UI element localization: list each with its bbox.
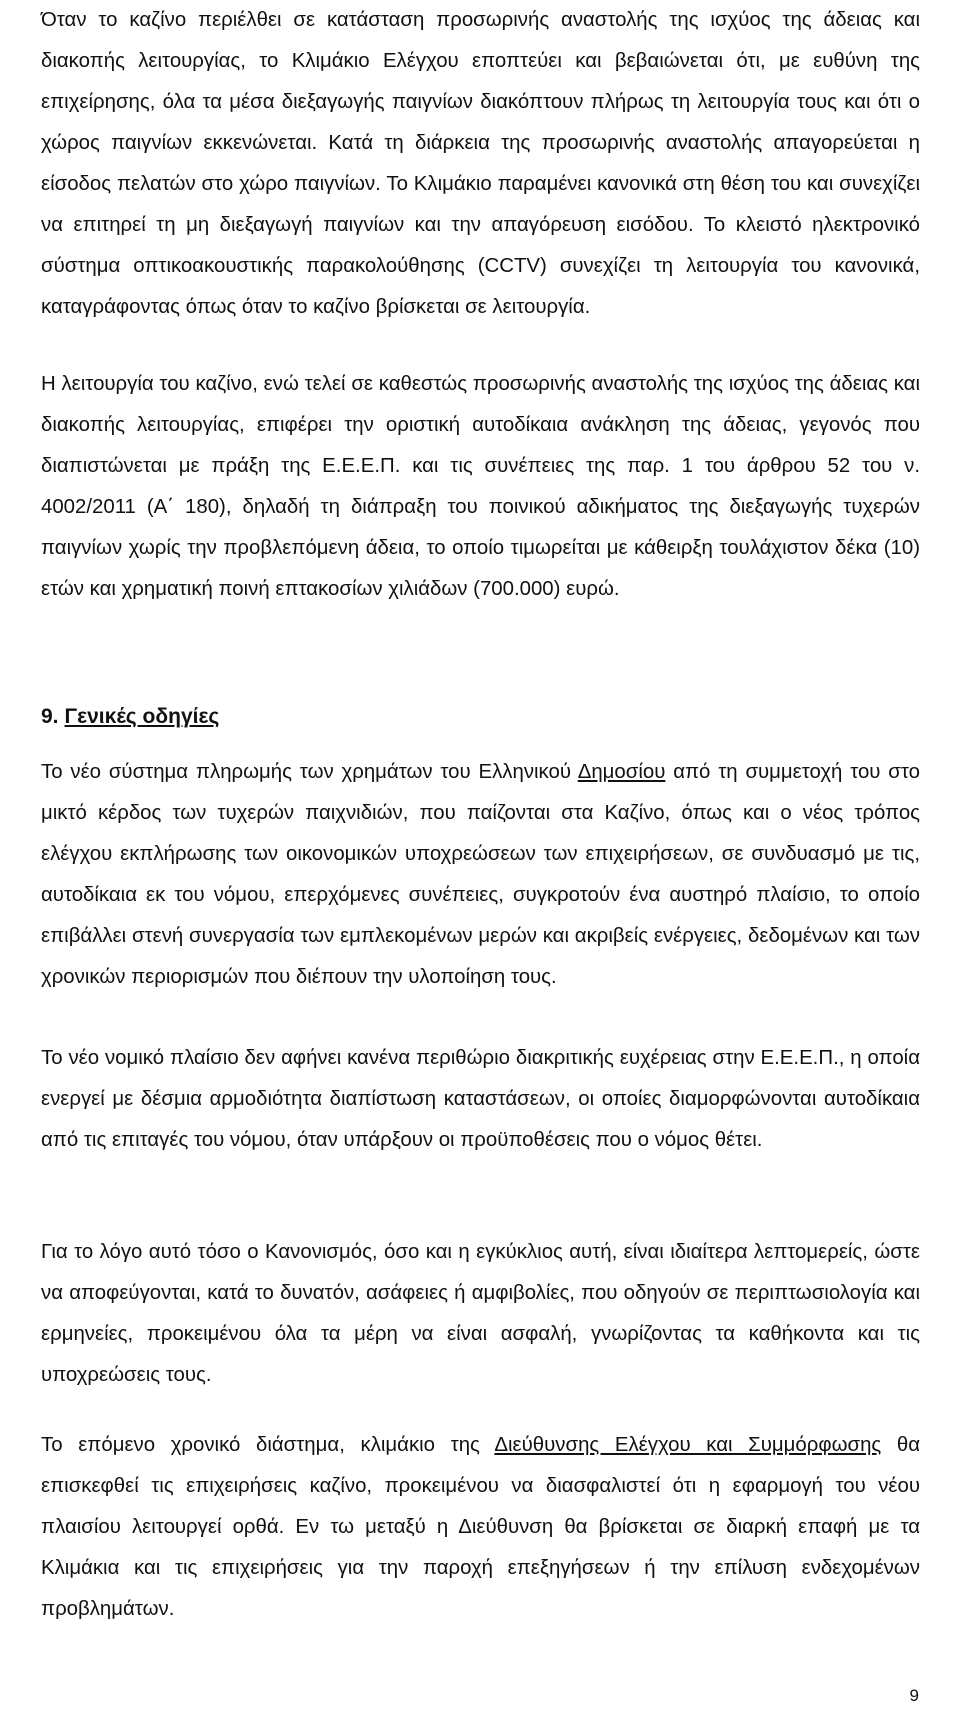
paragraph-suspension: Όταν το καζίνο περιέλθει σε κατάσταση προσωρινής αναστολής της ισχύος της άδειας και διακοπής λειτουργίας, το Κλιμάκιο Ελέγχου εποπτεύει και βεβαιώνεται ότι, με ευθύνη της επιχείρησης, όλα τα μέσα διεξαγωγής παιγνίων διακόπτουν πλήρως τη λειτουργία τους και ότι ο χώρος παιγνίων εκκενώνεται. Κατά τη διάρκεια της προσωρινής αναστολής απαγορεύεται η είσοδος πελατών στο χώρο παιγνίων. Το Κλιμάκιο παραμένει κανονικά στη θέση του και συνεχίζει να επιτηρεί τη μη διεξαγωγή παιγνίων και την απαγόρευση εισόδου. Το κλειστό ηλεκτρονικό σύστημα οπτικοακουστικής παρακολούθησης (CCTV) συνεχίζει τη λειτουργία του κανονικά, καταγράφοντας όπως όταν το καζίνο βρίσκεται σε λειτουργία. [41,9,920,318]
section-number: 9. [41,705,59,728]
paragraph-text: θα επισκεφθεί τις επιχειρήσεις καζίνο, προκειμένου να διασφαλιστεί ότι η εφαρμογή του νέου πλαισίου λειτουργεί ορθά. Εν τω μεταξύ η Διεύθυνση θα βρίσκεται σε διαρκή επαφή με τα Κλιμάκια και τις επιχειρήσεις για την παροχή επεξηγήσεων ή την επίλυση ενδεχομένων προβλημάτων. [41,1434,921,1620]
paragraph-new-payment-system [41,752,920,998]
section-title: Γενικές οδηγίες [64,705,220,728]
underlined-text: Διεύθυνσης Ελέγχου και Συμμόρφωσης [494,1434,882,1456]
paragraph-legal-framework: Το νέο νομικό πλαίσιο δεν αφήνει κανένα περιθώριο διακριτικής ευχέρειας στην Ε.Ε.Ε.Π., η οποία ενεργεί με δέσμια αρμοδιότητα διαπίστωση καταστάσεων, οι οποίες διαμορφώνονται αυτοδίκαια από τις επιταγές του νόμου, όταν υπάρξουν οι προϋποθέσεις που ο νόμος θέτει. [41,1047,920,1151]
paragraph-inspection-visits [41,1425,920,1630]
paragraph-text: Το επόμενο χρονικό διάστημα, κλιμάκιο της [41,1434,495,1456]
paragraph-text: Το νέο σύστημα πληρωμής των χρημάτων του Ελληνικού [41,761,578,783]
paragraph-regulation-detail: Για το λόγο αυτό τόσο ο Κανονισμός, όσο και η εγκύκλιος αυτή, είναι ιδιαίτερα λεπτομερείς, ώστε να αποφεύγονται, κατά το δυνατόν, ασάφειες ή αμφιβολίες, που οδηγούν σε περιπτωσιολογία και ερμηνείες, προκειμένου όλα τα μέρη να είναι ασφαλή, γνωρίζοντας τα καθήκοντα και τις υποχρεώσεις τους. [41,1241,920,1386]
underlined-text: Δημοσίου [577,761,666,783]
page-number: 9 [909,1686,919,1705]
paragraph-text: από τη συμμετοχή του στο μικτό κέρδος των τυχερών παιχνιδιών, που παίζονται στα Καζίνο, όπως και ο νέος τρόπος ελέγχου εκπλήρωσης των οικονομικών υποχρεώσεων των επιχειρήσεων, σε συνδυασμό με τις, αυτοδίκαια εκ του νόμου, επερχόμενες συνέπειες, συγκροτούν ένα αυστηρό πλαίσιο, το οποίο επιβάλλει στενή συνεργασία των εμπλεκομένων μερών και ακριβείς ενέργειες, δεδομένων και των χρονικών περιορισμών που διέπουν την υλοποίηση τους. [41,761,920,988]
section-heading [41,696,219,737]
paragraph-revocation: Η λειτουργία του καζίνο, ενώ τελεί σε καθεστώς προσωρινής αναστολής της ισχύος της άδειας και διακοπής λειτουργίας, επιφέρει την οριστική αυτοδίκαια ανάκληση της άδειας, γεγονός που διαπιστώνεται με πράξη της Ε.Ε.Ε.Π. και τις συνέπειες της παρ. 1 του άρθρου 52 του ν. 4002/2011 (Α΄ 180), δηλαδή τη διάπραξη του ποινικού αδικήματος της διεξαγωγής τυχερών παιγνίων χωρίς την προβλεπόμενη άδεια, το οποίο τιμωρείται με κάθειρξη τουλάχιστον δέκα (10) ετών και χρηματική ποινή επτακοσίων χιλιάδων (700.000) ευρώ. [41,373,920,600]
